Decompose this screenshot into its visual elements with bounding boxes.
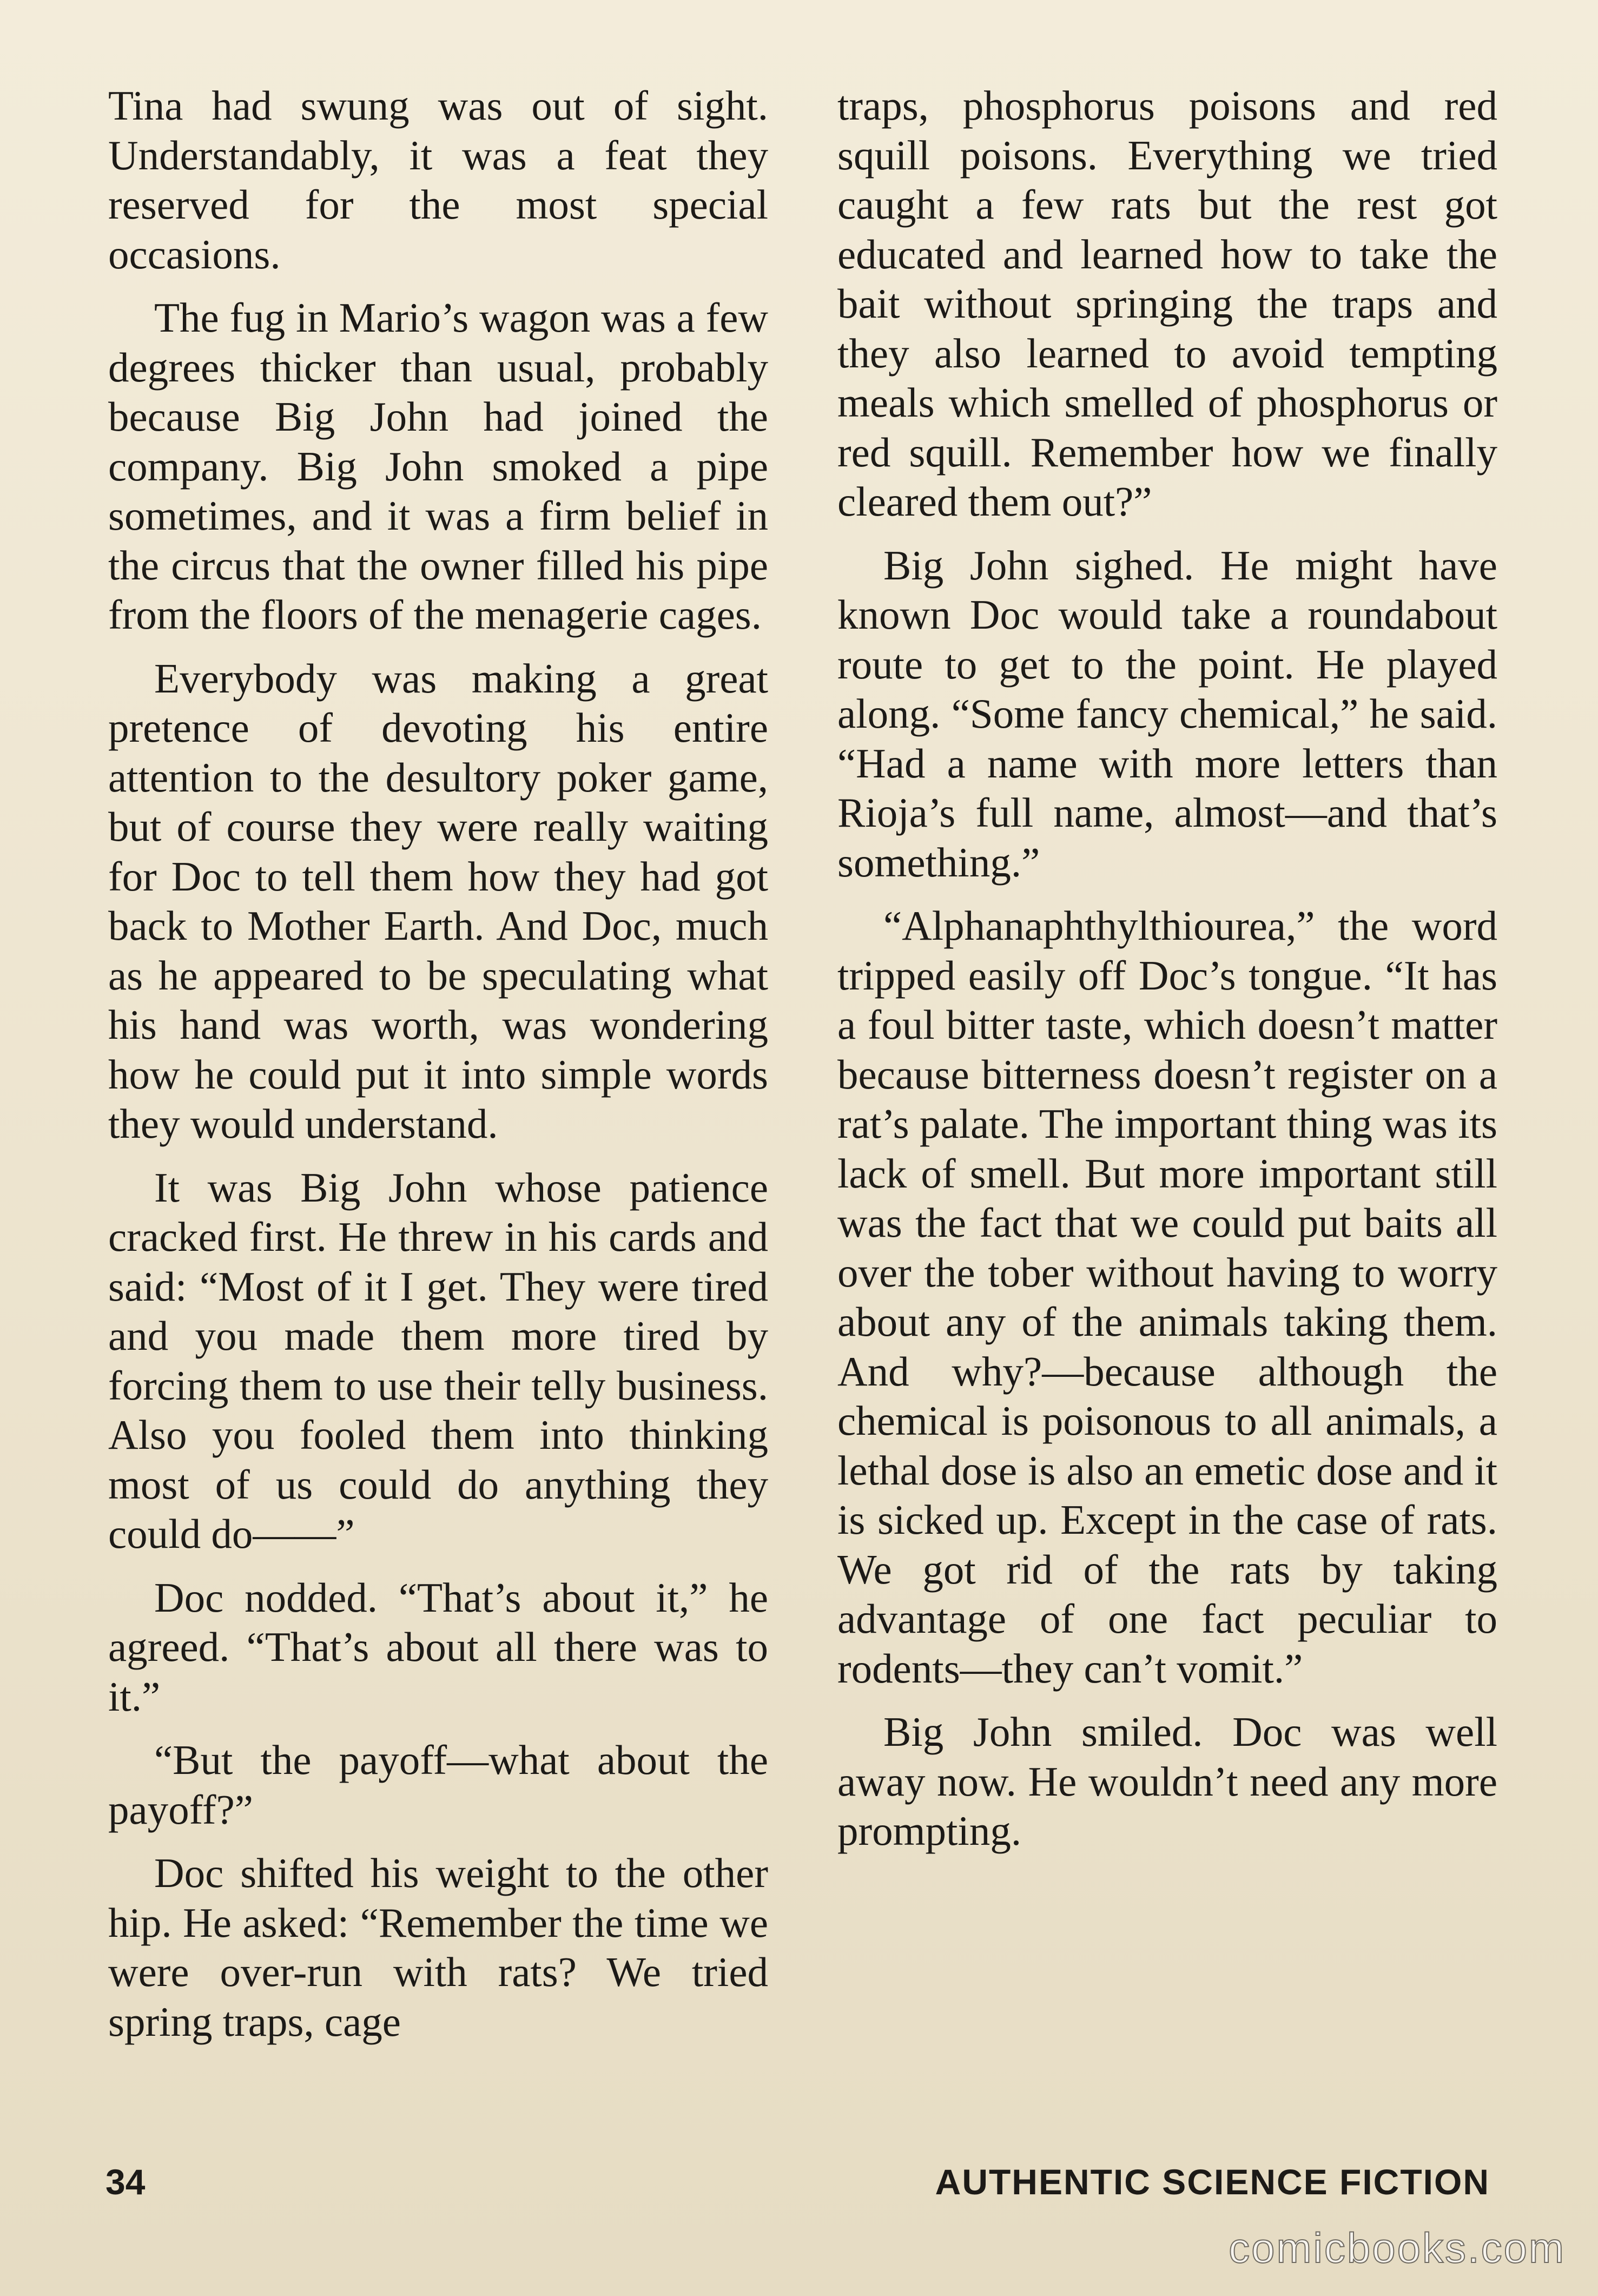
page-footer	[105, 2161, 1490, 2210]
left-column	[108, 81, 768, 2061]
paragraph: The fug in Mario’s wagon was a few degrees thicker than usual, probably because Big John had joined the company. Big John smoked a pipe sometimes, and it was a firm belief in the circus that the owner filled his pipe from the floors of the menagerie cages.	[108, 294, 768, 638]
right-column	[837, 81, 1497, 1870]
paragraph: Everybody was making a great pretence of devoting his entire attention to the desultory poker game, but of course they were really waiting for Doc to tell them how they had got back to Mother Earth. And Doc, much as he appeared to be speculating what his hand was worth, was wondering how he could put it into simple words they would understand.	[108, 655, 768, 1147]
paragraph: Big John smiled. Doc was well away now. He wouldn’t need any more prompting.	[837, 1708, 1497, 1854]
paragraph: Big John sighed. He might have known Doc would take a roundabout route to get to the point. He played along. “Some fancy chemical,” he said. “Had a name with more letters than Rioja’s full name, almost—and that’s something.”	[837, 542, 1497, 886]
paragraph: It was Big John whose patience cracked first. He threw in his cards and said: “Most of it I get. They were tired and you made them more tired by forcing them to use their telly business. Also you fooled them into thinking most of us could do anything they could do——”	[108, 1164, 768, 1557]
paragraph: “But the payoff—what about the payoff?”	[108, 1737, 768, 1833]
paragraph: Tina had swung was out of sight. Understandably, it was a feat they reserved for the most special occasions.	[108, 82, 768, 278]
paragraph: traps, phosphorus poisons and red squill poisons. Everything we tried caught a few rats but the rest got educated and learned how to take the bait without springing the traps and they also learned to avoid tempting meals which smelled of phosphorus or red squill. Remember how we finally cleared them out?”	[837, 82, 1497, 525]
paragraph: Doc nodded. “That’s about it,” he agreed. “That’s about all there was to it.”	[108, 1574, 768, 1720]
paragraph: “Alphanaphthylthiourea,” the word tripped easily off Doc’s tongue. “It has a foul bitter taste, which doesn’t matter because bitterness doesn’t register on a rat’s palate. The important thing was its lack of smell. But more important still was the fact that we could put baits all over the tober without having to worry about any of the animals taking them. And why?—because although the chemical is poisonous to all animals, a lethal dose is also an emetic dose and it is sicked up. Except in the case of rats. We got rid of the rats by taking advantage of one fact peculiar to rodents—they can’t vomit.”	[837, 902, 1497, 1692]
paragraph: Doc shifted his weight to the other hip. He asked: “Remember the time we were over-run with rats? We tried spring traps, cage	[108, 1850, 768, 2045]
watermark: comicbooks.com	[1229, 2224, 1566, 2272]
page-number: 34	[105, 2162, 146, 2202]
magazine-title: AUTHENTIC SCIENCE FICTION	[935, 2162, 1490, 2202]
